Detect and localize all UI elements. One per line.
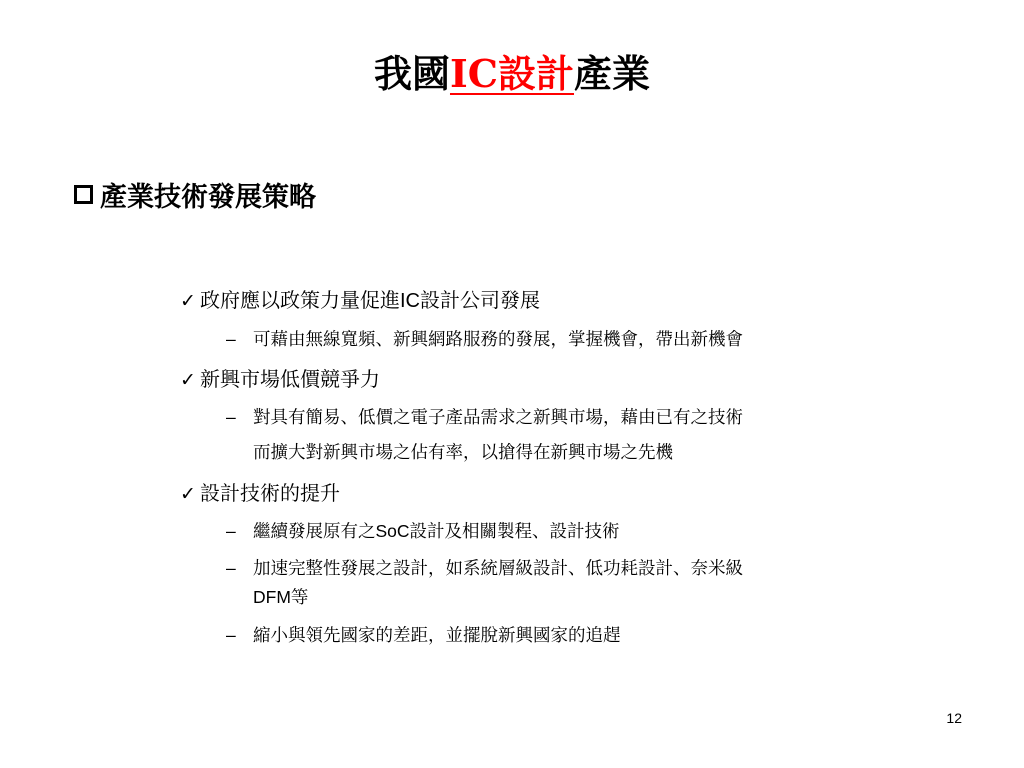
sub-point-text: 可藉由無線寬頻、新興網路服務的發展，掌握機會，帶出新機會 [253,330,743,350]
section-heading [74,178,316,218]
title-accent: IC設計 [449,51,575,96]
checkmark-icon: ✓ [180,483,196,505]
dash-bullet-icon: – [226,329,236,349]
sub-point [226,325,743,354]
sub-point [226,403,743,432]
bullet-point [180,478,340,509]
bullet-text-latin: IC [400,290,420,312]
slide-title [0,48,1024,100]
bullet-text-suffix: 設計公司發展 [420,288,540,312]
bullet-text: 設計技術的提升 [200,481,340,505]
bullet-point [180,285,540,316]
sub-point [226,621,621,650]
bullet-text: 新興市場低價競爭力 [200,367,380,391]
page-number: 12 [946,710,962,726]
sub-point-text: 加速完整性發展之設計，如系統層級設計、低功耗設計、奈米級 [253,559,743,579]
dash-bullet-icon: – [226,521,236,541]
dash-bullet-icon: – [226,407,236,427]
sub-point-suffix: 設計及相關製程、設計技術 [409,522,620,542]
sub-point-continuation: 而擴大對新興市場之佔有率，以搶得在新興市場之先機 [253,443,673,463]
section-heading-text: 產業技術發展策略 [100,182,316,213]
sub-point-latin: DFM [253,587,291,607]
checkmark-icon: ✓ [180,369,196,391]
checkmark-icon: ✓ [180,290,196,312]
sub-point-continuation [253,583,308,612]
sub-point-latin: SoC [375,521,410,541]
sub-point-text: 縮小與領先國家的差距，並擺脫新興國家的追趕 [253,626,621,646]
sub-point-prefix: 繼續發展原有之 [253,522,376,542]
sub-point [226,517,620,546]
bullet-point [180,364,380,395]
title-suffix: 產業 [574,51,651,96]
sub-point-suffix: 等 [290,588,309,608]
title-prefix: 我國 [373,51,450,96]
dash-bullet-icon: – [226,625,236,645]
hollow-square-bullet-icon [74,185,93,204]
sub-point-text: 對具有簡易、低價之電子產品需求之新興市場，藉由已有之技術 [253,408,743,428]
sub-point [226,554,743,583]
bullet-text-prefix: 政府應以政策力量促進 [200,288,400,312]
dash-bullet-icon: – [226,558,236,578]
